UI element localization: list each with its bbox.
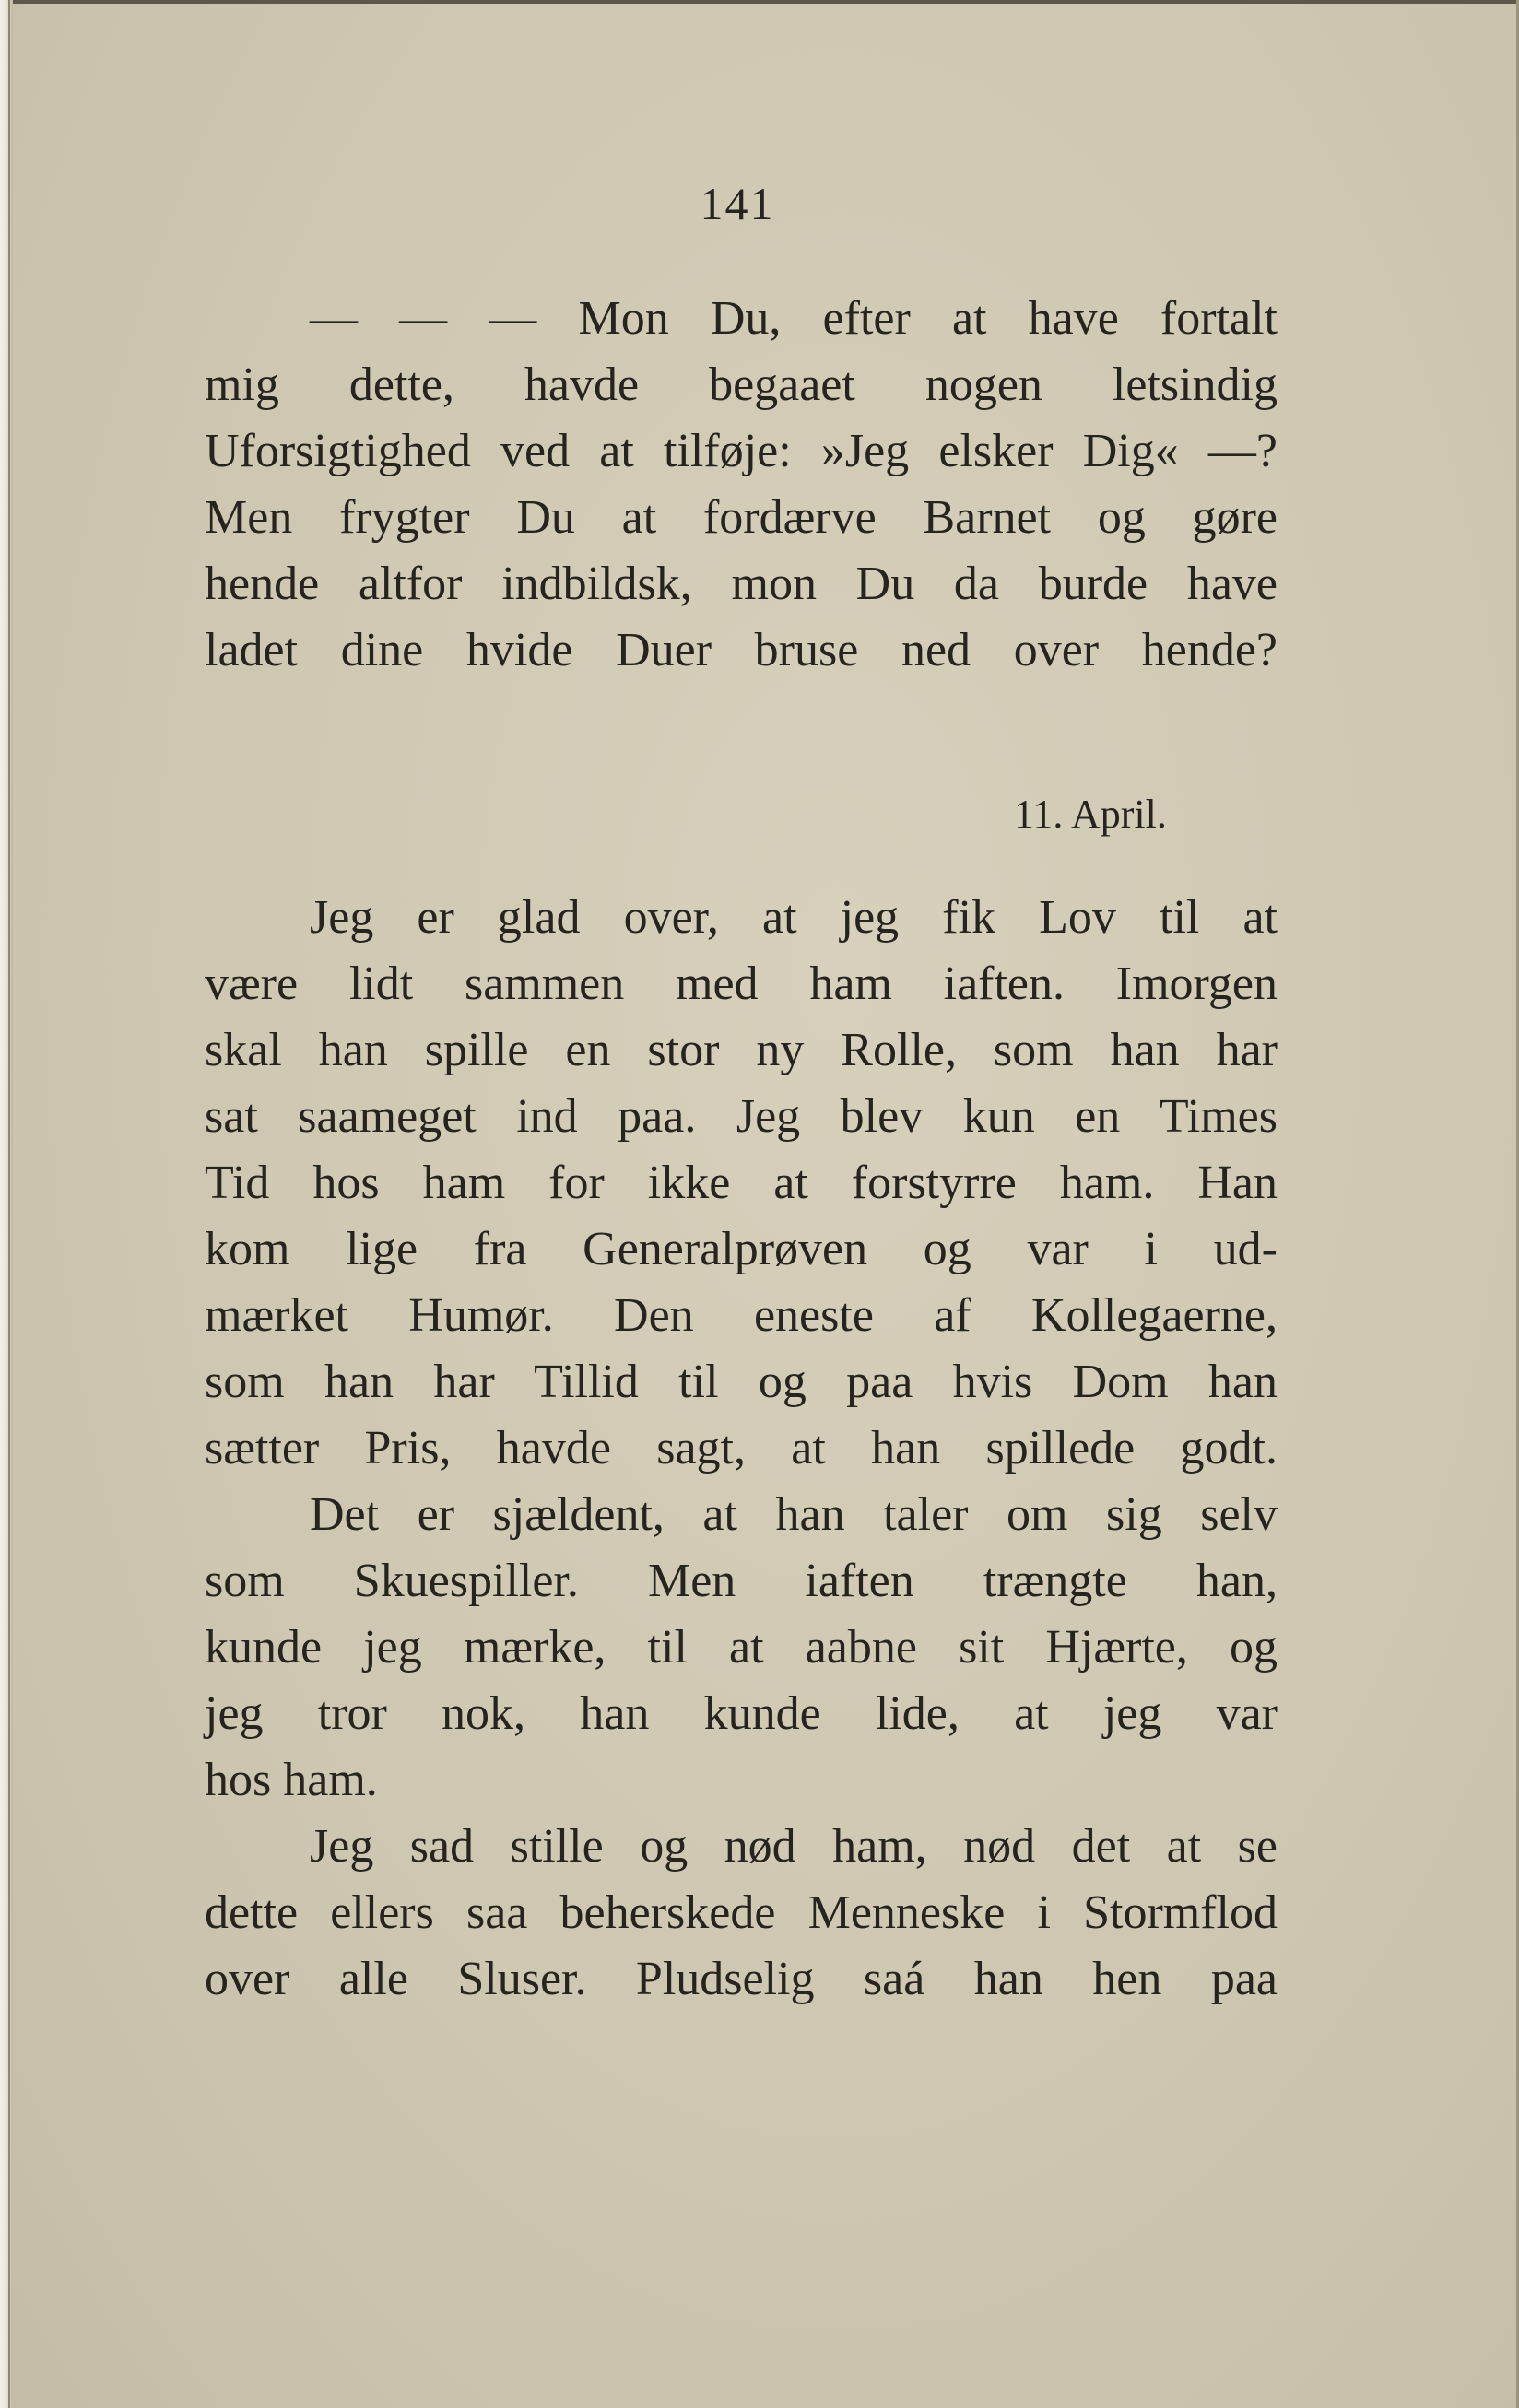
page-binding-line (8, 0, 10, 2408)
paragraph-2-line-6: kom lige fra Generalprøven og var i ud- (205, 1223, 1278, 1275)
paragraph-3-line-4: jeg tror nok, han kunde lide, at jeg var (205, 1687, 1278, 1740)
page-left-edge (0, 0, 13, 2408)
paragraph-1-line-6: ladet dine hvide Duer bruse ned over hende? (205, 624, 1278, 676)
paragraph-2-line-2: være lidt sammen med ham iaften. Imorgen (205, 957, 1278, 1010)
paragraph-1-line-5: hende altfor indbildsk, mon Du da burde have (205, 558, 1278, 610)
paragraph-2-line-5: Tid hos ham for ikke at forstyrre ham. Han (205, 1157, 1278, 1209)
paragraph-2-line-1: Jeg er glad over, at jeg fik Lov til at (310, 891, 1278, 944)
paragraph-3-line-2: som Skuespiller. Men iaften trængte han, (205, 1555, 1278, 1607)
page-top-edge (0, 0, 1519, 4)
paragraph-2-line-7: mærket Humør. Den eneste af Kollegaerne, (205, 1289, 1278, 1342)
paragraph-2-line-8: som han har Tillid til og paa hvis Dom han (205, 1356, 1278, 1408)
paragraph-4-line-2: dette ellers saa beherskede Menneske i Stormflod (205, 1886, 1278, 1939)
paragraph-3-line-1: Det er sjældent, at han taler om sig selv (310, 1488, 1278, 1541)
paragraph-4-line-1: Jeg sad stille og nød ham, nød det at se (310, 1820, 1278, 1873)
paragraph-4-line-3: over alle Sluser. Pludselig saá han hen paa (205, 1953, 1278, 2005)
paragraph-3-line-3: kunde jeg mærke, til at aabne sit Hjærte, og (205, 1621, 1278, 1674)
paragraph-3-line-5: hos ham. (205, 1754, 378, 1806)
paragraph-2-line-9: sætter Pris, havde sagt, at han spillede godt. (205, 1422, 1278, 1474)
paragraph-1-line-4: Men frygter Du at fordærve Barnet og gøre (205, 491, 1278, 544)
page-number: 141 (700, 178, 775, 229)
paragraph-1-line-2: mig dette, havde begaaet nogen letsindig (205, 358, 1278, 411)
paragraph-2-line-3: skal han spille en stor ny Rolle, som han har (205, 1024, 1278, 1076)
dateline: 11. April. (1014, 792, 1167, 837)
paragraph-1-line-3: Uforsigtighed ved at tilføje: »Jeg elsker Dig« —? (205, 425, 1278, 477)
paragraph-1-line-1: — — — Mon Du, efter at have fortalt (310, 292, 1278, 345)
paragraph-2-line-4: sat saameget ind paa. Jeg blev kun en Times (205, 1090, 1278, 1143)
